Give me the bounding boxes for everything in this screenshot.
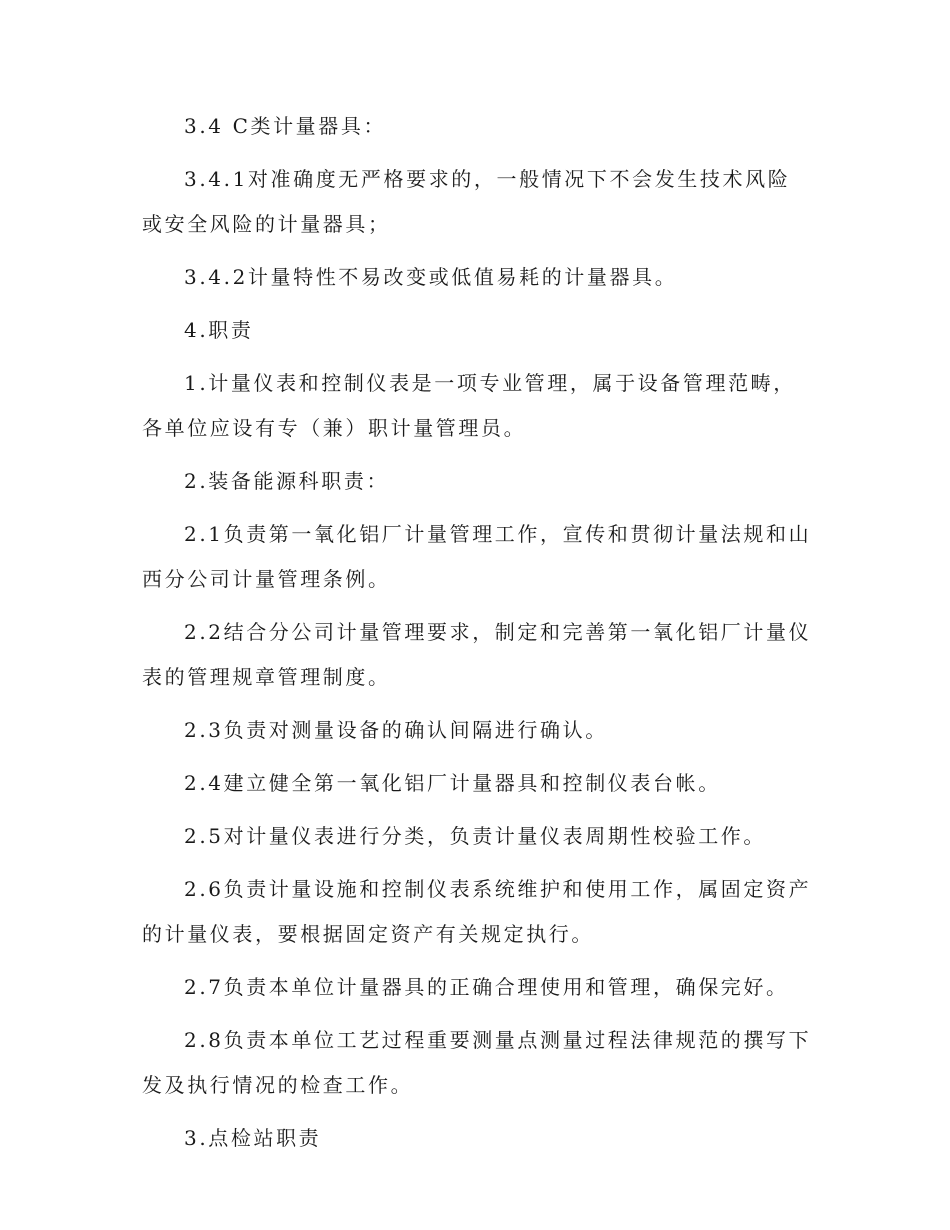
document-body	[142, 104, 812, 1169]
paragraph-2-8: 2.8负责本单位工艺过程重要测量点测量过程法律规范的撰写下发及执行情况的检查工作。	[142, 1028, 812, 1097]
paragraph-2-2: 2.2结合分公司计量管理要求，制定和完善第一氧化铝厂计量仪表的管理规章管理制度。	[142, 620, 812, 689]
paragraph-3-4-1: 3.4.1对准确度无严格要求的，一般情况下不会发生技术风险或安全风险的计量器具；	[142, 167, 791, 236]
paragraph-2-5: 2.5对计量仪表进行分类，负责计量仪表周期性校验工作。	[184, 824, 767, 848]
section-heading-3: 3.点检站职责	[184, 1126, 322, 1150]
paragraph-2-1: 2.1负责第一氧化铝厂计量管理工作，宣传和贯彻计量法规和山西分公司计量管理条例。	[142, 522, 812, 591]
section-heading-3-4: 3.4 C类计量器具：	[184, 114, 387, 138]
paragraph-2-3: 2.3负责对测量设备的确认间隔进行确认。	[184, 718, 608, 742]
section-heading-responsibilities: 4.职责	[184, 318, 254, 342]
section-heading-2: 2.装备能源科职责：	[184, 469, 390, 493]
paragraph-3-4-2: 3.4.2计量特性不易改变或低值易耗的计量器具。	[184, 265, 678, 289]
paragraph-1: 1.计量仪表和控制仪表是一项专业管理，属于设备管理范畴，各单位应设有专（兼）职计量管理员。	[142, 371, 796, 440]
paragraph-2-6: 2.6负责计量设施和控制仪表系统维护和使用工作，属固定资产的计量仪表，要根据固定资产有关规定执行。	[142, 877, 812, 946]
paragraph-2-4: 2.4建立健全第一氧化铝厂计量器具和控制仪表台帐。	[184, 771, 721, 795]
paragraph-2-7: 2.7负责本单位计量器具的正确合理使用和管理，确保完好。	[184, 975, 789, 999]
